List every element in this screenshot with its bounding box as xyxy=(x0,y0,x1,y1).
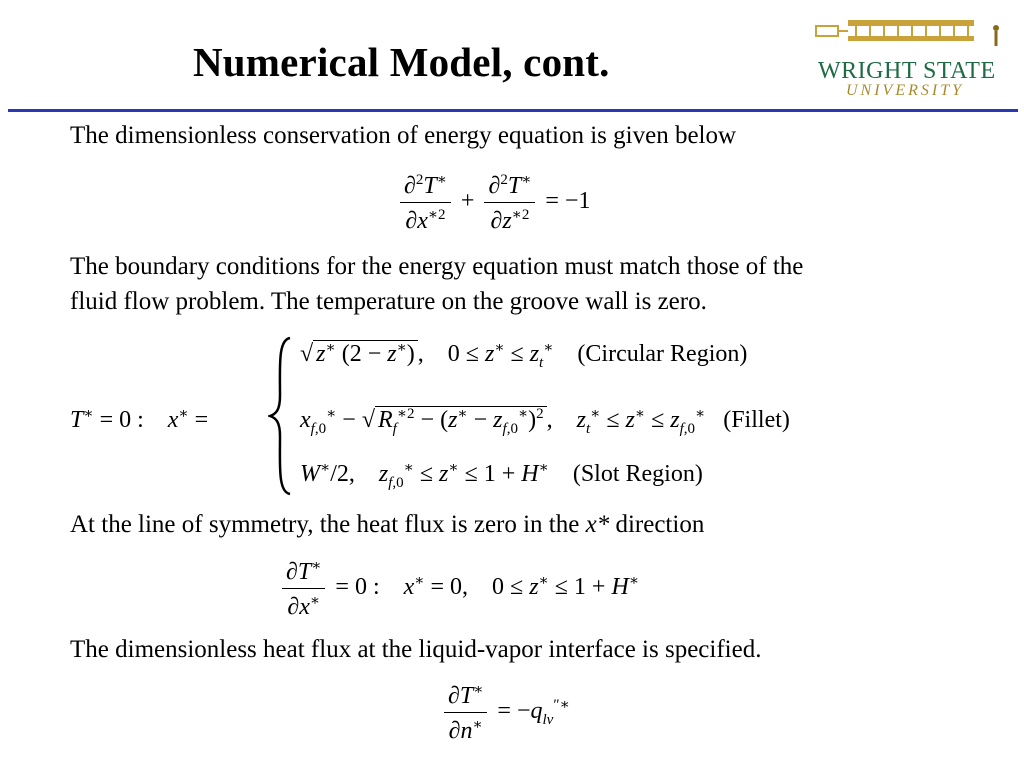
paragraph-boundary-line1: The boundary conditions for the energy equation must match those of the xyxy=(70,253,804,280)
paragraph-energy-equation: The dimensionless conservation of energy equation is given below xyxy=(70,122,737,149)
logo-subtitle: UNIVERSITY xyxy=(846,82,964,99)
slide-title: Numerical Model, cont. xyxy=(193,39,610,85)
energy-equation: $\frac{\partial^2T^∗}{\partial x^{∗2}}$ + $\frac{\partial^2T^∗}{\partial z^{∗2}}$ = −1 xyxy=(396,170,590,235)
left-brace-icon xyxy=(268,336,294,496)
bc-slot-row: W∗/2, $z_{f,0}^∗ \le z^∗ \le 1 + H^∗$ (Slot Region) xyxy=(300,460,703,491)
paragraph-symmetry-end: direction xyxy=(615,511,705,538)
bc-fillet-row: $x_{f,0}^∗$ − √ $R_f^{∗2} - (z^∗ - z_{f,0}^∗)^2$ , $z_t^∗ \le z^∗ \le z_{f,0}^∗$ (Fillet) xyxy=(300,406,790,437)
bc-slot-label: (Slot Region) xyxy=(572,461,703,487)
bc-circular-row: √ z∗ (2 − z∗) , $0 \le z^∗ \le z_t^∗$ (Circular Region) xyxy=(300,340,748,371)
header-divider xyxy=(8,109,1018,112)
bc-lhs: T∗ = 0 : x∗ = xyxy=(70,406,209,433)
paragraph-heat-flux: The dimensionless heat flux at the liquid-vapor interface is specified. xyxy=(70,636,762,663)
bc-fillet-label: (Fillet) xyxy=(723,407,790,433)
heat-flux-equation: $\frac{\partial T^∗}{\partial n^∗}$ = $-q_{lv}^{''∗}$ xyxy=(440,680,570,745)
paragraph-symmetry xyxy=(70,511,704,539)
paragraph-boundary-line2: fluid flow problem. The temperature on the groove wall is zero. xyxy=(70,288,707,315)
paragraph-symmetry-text: At the line of symmetry, the heat flux is zero in the xyxy=(70,511,580,538)
paragraph-symmetry-var: x* xyxy=(585,511,610,538)
symmetry-equation: $\frac{\partial T^∗}{\partial x^∗}$ = 0 : x∗ = 0, 0 ≤ z∗ ≤ 1 + H∗ xyxy=(278,556,639,621)
bc-circular-label: (Circular Region) xyxy=(577,341,748,367)
logo-text: WRIGHT STATE xyxy=(818,58,996,84)
